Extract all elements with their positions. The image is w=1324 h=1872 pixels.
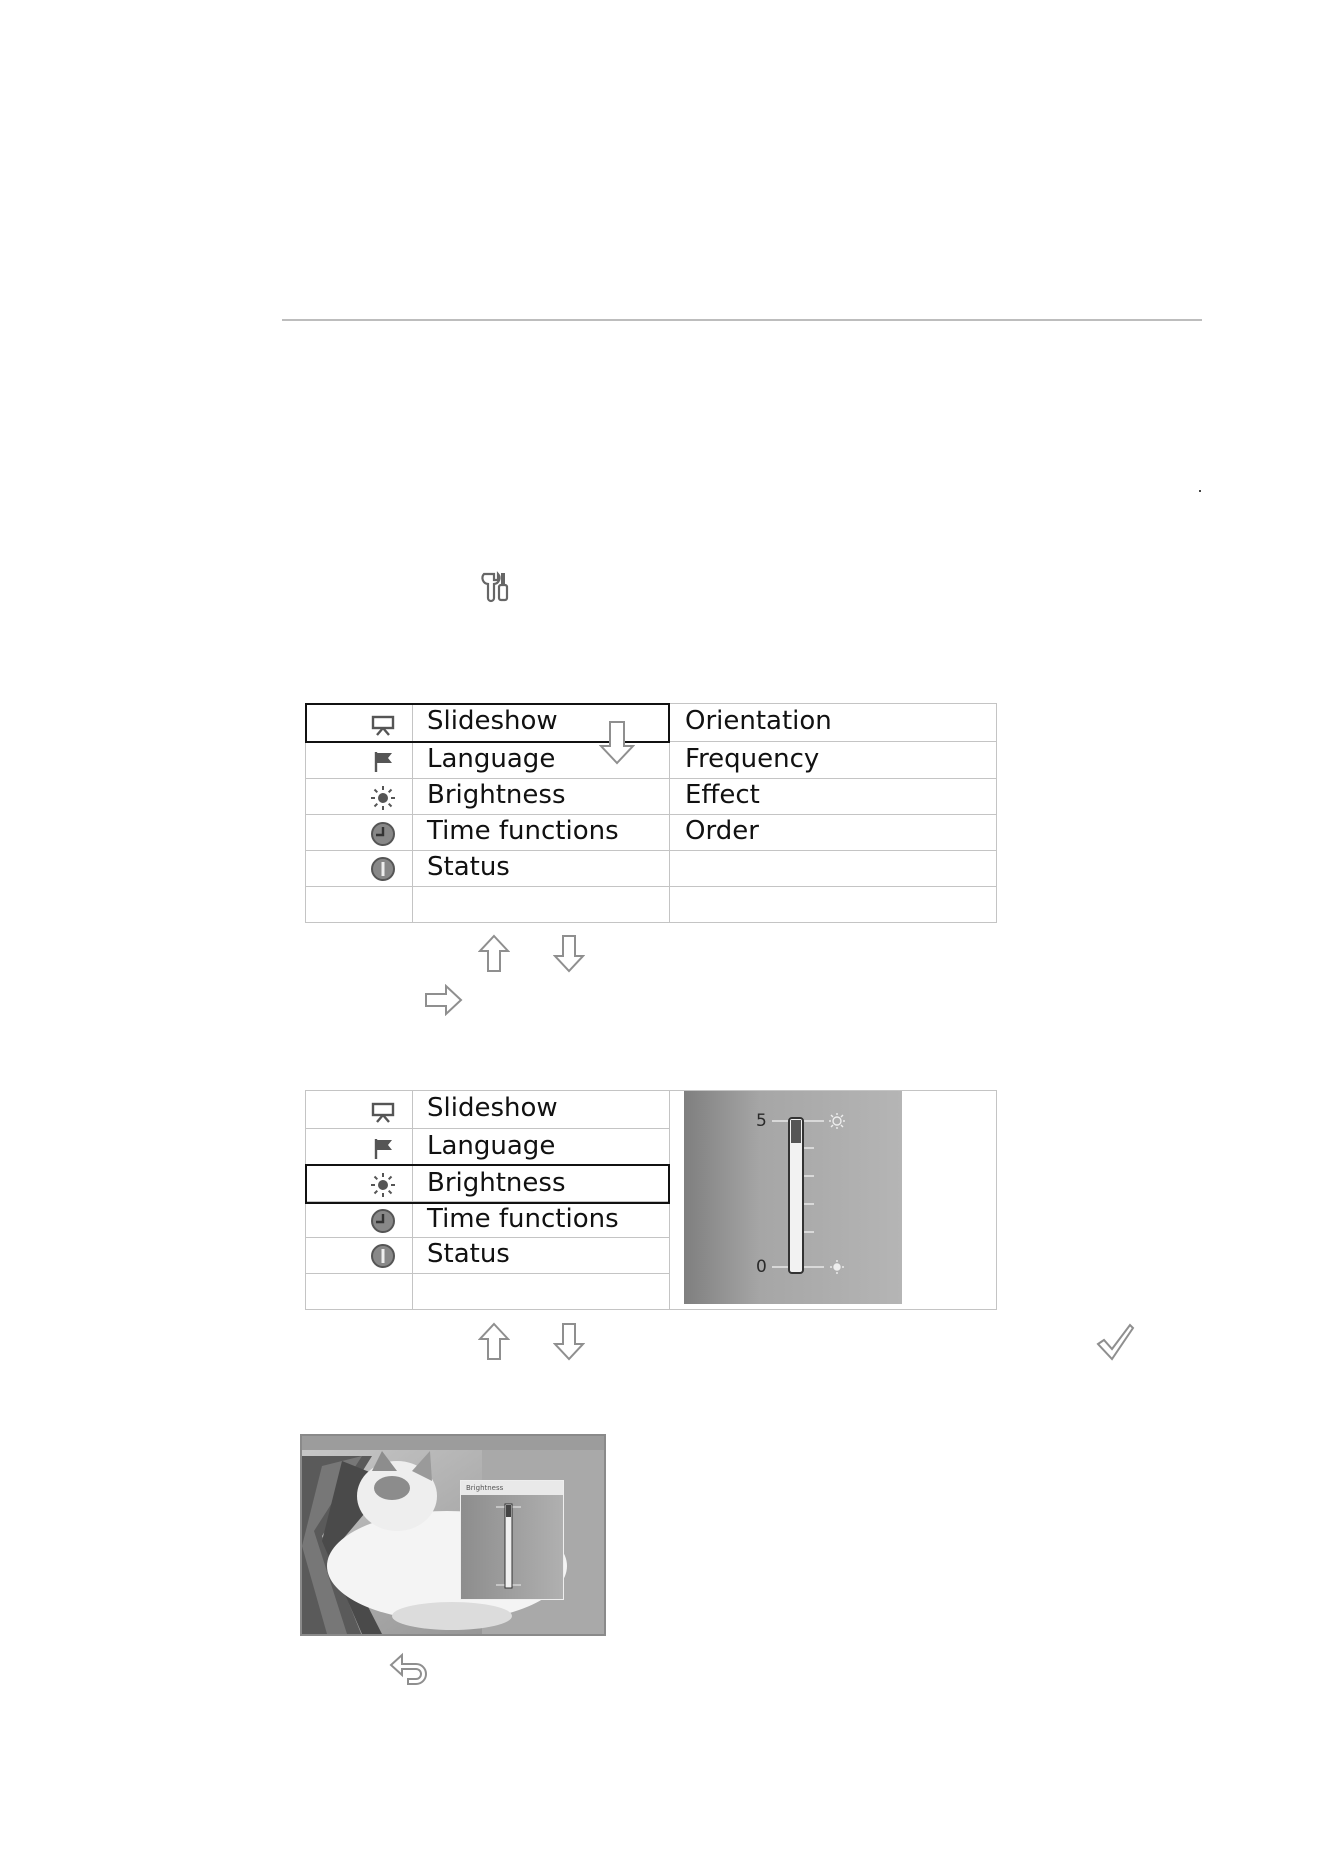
down-arrow-icon[interactable] (553, 1322, 585, 1362)
gauge-level (791, 1120, 801, 1143)
slideshow-icon (368, 710, 398, 740)
brightness-sun-icon (368, 783, 398, 813)
menu-item-language[interactable]: Language (427, 1131, 556, 1161)
down-arrow-icon (599, 720, 635, 766)
brightness-popup-title: Brightness (461, 1481, 563, 1495)
settings-menu-1 (305, 703, 997, 923)
mini-brightness-slider (461, 1495, 563, 1599)
status-info-icon (368, 1241, 398, 1271)
gauge-max-label: 5 (756, 1111, 767, 1131)
up-arrow-icon[interactable] (478, 934, 510, 974)
settings-menu-2 (305, 1090, 997, 1310)
page-mark (1199, 490, 1201, 492)
menu-item-slideshow[interactable]: Slideshow (427, 1093, 558, 1123)
gauge-min-label: 0 (756, 1257, 767, 1277)
down-arrow-icon[interactable] (553, 934, 585, 974)
menu-item-brightness[interactable]: Brightness (427, 1168, 566, 1198)
language-flag-icon (368, 1134, 398, 1164)
menu-item-status[interactable]: Status (427, 852, 510, 882)
language-flag-icon (368, 747, 398, 777)
status-info-icon (368, 854, 398, 884)
menu-item-slideshow[interactable]: Slideshow (427, 706, 558, 736)
submenu-item-orientation[interactable]: Orientation (685, 706, 832, 736)
section-divider (282, 319, 1202, 321)
brightness-gauge-panel (684, 1091, 902, 1304)
menu-item-language[interactable]: Language (427, 744, 556, 774)
up-arrow-icon[interactable] (478, 1322, 510, 1362)
settings-tools-icon (478, 570, 512, 604)
right-arrow-icon[interactable] (424, 984, 464, 1016)
dim-sun-icon (830, 1260, 844, 1274)
brightness-sun-icon (368, 1170, 398, 1200)
menu-item-time-functions[interactable]: Time functions (427, 1204, 619, 1234)
clock-icon (368, 1206, 398, 1236)
menu-item-time-functions[interactable]: Time functions (427, 816, 619, 846)
bright-sun-icon (829, 1113, 845, 1129)
photo-preview (300, 1434, 606, 1636)
brightness-popup (460, 1480, 564, 1600)
submenu-item-frequency[interactable]: Frequency (685, 744, 820, 774)
checkmark-icon[interactable] (1095, 1322, 1135, 1362)
slideshow-icon (368, 1097, 398, 1127)
brightness-slider[interactable] (684, 1091, 902, 1304)
clock-icon (368, 819, 398, 849)
submenu-item-effect[interactable]: Effect (685, 780, 760, 810)
menu-item-status[interactable]: Status (427, 1239, 510, 1269)
submenu-item-order[interactable]: Order (685, 816, 759, 846)
back-return-arrow-icon[interactable] (388, 1652, 432, 1686)
menu-item-brightness[interactable]: Brightness (427, 780, 566, 810)
